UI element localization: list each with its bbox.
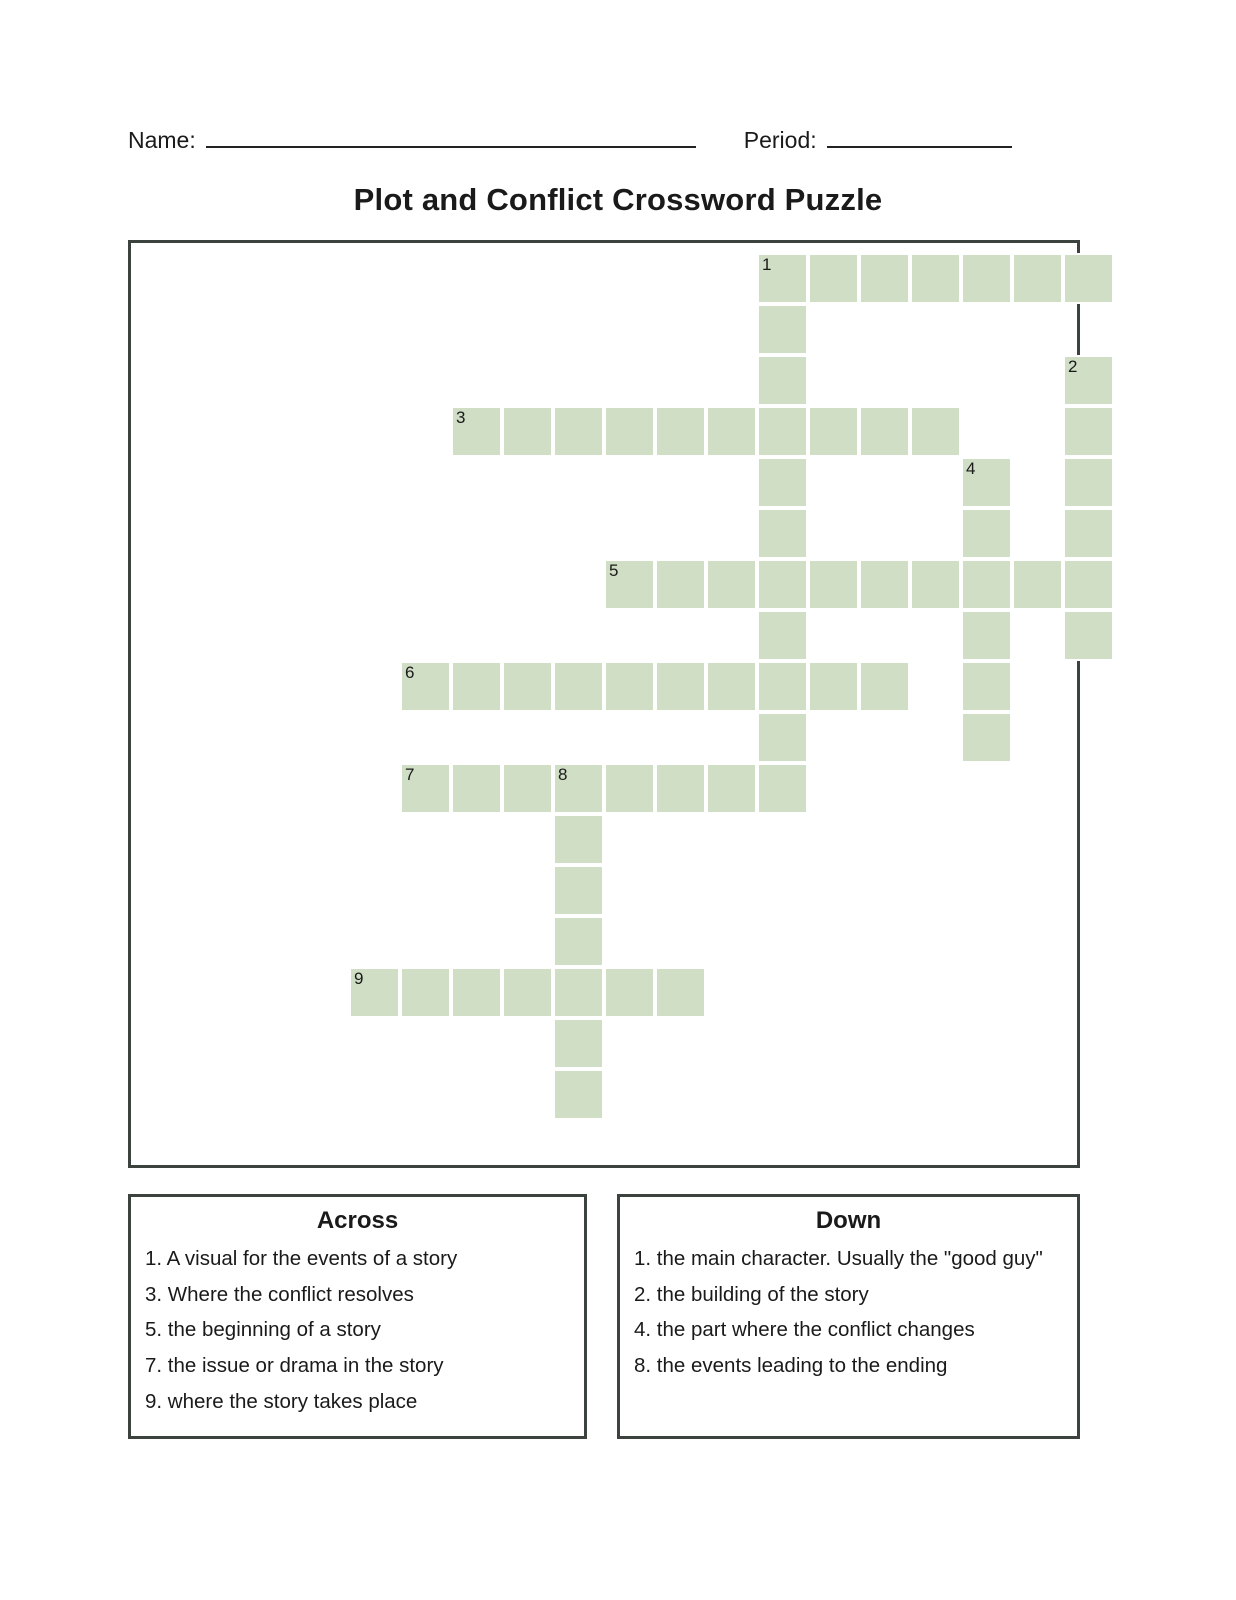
crossword-cell[interactable] [757, 457, 808, 508]
crossword-cell[interactable] [706, 661, 757, 712]
crossword-cell[interactable] [655, 406, 706, 457]
across-clue-item: 7. the issue or drama in the story [145, 1353, 444, 1377]
crossword-cell[interactable] [1063, 559, 1114, 610]
down-clues-title: Down [815, 1207, 882, 1234]
crossword-cell[interactable] [961, 559, 1012, 610]
crossword-cell[interactable] [1063, 406, 1114, 457]
crossword-cell[interactable] [553, 865, 604, 916]
down-clue-item: 8. the events leading to the ending [634, 1353, 948, 1377]
crossword-cell[interactable] [757, 355, 808, 406]
cell-number: 6 [405, 663, 415, 682]
crossword-cell[interactable] [655, 559, 706, 610]
crossword-cell[interactable] [1063, 610, 1114, 661]
cell-number: 1 [762, 255, 772, 274]
cell-number: 2 [1068, 357, 1078, 376]
crossword-cell-start-8[interactable] [553, 763, 604, 814]
crossword-grid[interactable] [128, 240, 1080, 1168]
name-input-line[interactable] [206, 126, 696, 148]
crossword-cell[interactable] [757, 559, 808, 610]
crossword-cell[interactable] [604, 763, 655, 814]
crossword-cell[interactable] [451, 661, 502, 712]
crossword-cell[interactable] [604, 406, 655, 457]
crossword-cell[interactable] [502, 763, 553, 814]
across-clue-item: 3. Where the conflict resolves [145, 1282, 414, 1306]
crossword-cell[interactable] [961, 610, 1012, 661]
crossword-cell[interactable] [910, 559, 961, 610]
crossword-cell[interactable] [502, 967, 553, 1018]
crossword-cell[interactable] [655, 763, 706, 814]
crossword-cell[interactable] [706, 763, 757, 814]
crossword-cell[interactable] [604, 967, 655, 1018]
crossword-cell[interactable] [961, 253, 1012, 304]
cell-number: 9 [354, 969, 364, 988]
crossword-cell[interactable] [502, 406, 553, 457]
crossword-cell[interactable] [451, 967, 502, 1018]
crossword-cell[interactable] [502, 661, 553, 712]
crossword-cell[interactable] [757, 763, 808, 814]
crossword-cell[interactable] [859, 559, 910, 610]
crossword-cell[interactable] [808, 253, 859, 304]
name-label: Name: [128, 127, 196, 153]
crossword-cell-start-5[interactable] [604, 559, 655, 610]
across-clue-item: 5. the beginning of a story [145, 1318, 381, 1342]
crossword-cell[interactable] [910, 406, 961, 457]
crossword-cell[interactable] [655, 967, 706, 1018]
crossword-cells-container [131, 243, 1077, 1165]
crossword-cell[interactable] [757, 406, 808, 457]
cell-number: 8 [558, 765, 568, 784]
down-clue-item: 4. the part where the conflict changes [634, 1318, 975, 1342]
name-period-row [128, 126, 1108, 162]
crossword-cell-start-2[interactable] [1063, 355, 1114, 406]
cell-number: 3 [456, 408, 466, 427]
cell-number: 7 [405, 765, 415, 784]
across-clues-box [128, 1194, 587, 1439]
crossword-cell[interactable] [553, 814, 604, 865]
crossword-cell[interactable] [808, 661, 859, 712]
crossword-cell[interactable] [961, 712, 1012, 763]
crossword-cell[interactable] [859, 253, 910, 304]
crossword-cell-start-6[interactable] [400, 661, 451, 712]
crossword-cell[interactable] [910, 253, 961, 304]
crossword-cell-start-3[interactable] [451, 406, 502, 457]
crossword-cell[interactable] [757, 712, 808, 763]
down-clue-item: 1. the main character. Usually the "good guy" [634, 1247, 1043, 1270]
down-clues-list [634, 1241, 1063, 1384]
crossword-cell[interactable] [553, 406, 604, 457]
crossword-cell[interactable] [757, 508, 808, 559]
crossword-cell-start-7[interactable] [400, 763, 451, 814]
crossword-cell-start-1[interactable] [757, 253, 808, 304]
crossword-cell[interactable] [859, 406, 910, 457]
crossword-cell[interactable] [808, 559, 859, 610]
crossword-cell[interactable] [655, 661, 706, 712]
crossword-cell[interactable] [808, 406, 859, 457]
crossword-cell[interactable] [961, 661, 1012, 712]
crossword-cell-start-4[interactable] [961, 457, 1012, 508]
crossword-cell[interactable] [1012, 559, 1063, 610]
down-clues-box [617, 1194, 1080, 1439]
crossword-cell[interactable] [1063, 253, 1114, 304]
crossword-cell[interactable] [757, 304, 808, 355]
down-clue-item: 2. the building of the story [634, 1282, 869, 1306]
cell-number: 4 [966, 459, 976, 478]
cell-number: 5 [609, 561, 619, 580]
page-title: Plot and Conflict Crossword Puzzle [353, 182, 883, 217]
across-clues-title: Across [316, 1207, 399, 1234]
crossword-cell[interactable] [961, 508, 1012, 559]
period-label: Period: [743, 127, 817, 153]
across-clue-item: 1. A visual for the events of a story [145, 1247, 458, 1270]
crossword-cell[interactable] [706, 406, 757, 457]
crossword-cell[interactable] [400, 967, 451, 1018]
crossword-cell[interactable] [1063, 508, 1114, 559]
crossword-cell[interactable] [1012, 253, 1063, 304]
crossword-cell[interactable] [859, 661, 910, 712]
crossword-cell-start-9[interactable] [349, 967, 400, 1018]
crossword-cell[interactable] [757, 661, 808, 712]
crossword-cell[interactable] [553, 661, 604, 712]
period-input-line[interactable] [827, 126, 1012, 148]
crossword-cell[interactable] [451, 763, 502, 814]
across-clue-item: 9. where the story takes place [145, 1389, 418, 1413]
crossword-cell[interactable] [553, 916, 604, 967]
crossword-cell[interactable] [553, 1018, 604, 1069]
crossword-cell[interactable] [1063, 457, 1114, 508]
across-clues-list [145, 1241, 570, 1419]
crossword-cell[interactable] [757, 610, 808, 661]
crossword-cell[interactable] [706, 559, 757, 610]
crossword-cell[interactable] [604, 661, 655, 712]
crossword-cell[interactable] [553, 1069, 604, 1120]
crossword-cell[interactable] [553, 967, 604, 1018]
